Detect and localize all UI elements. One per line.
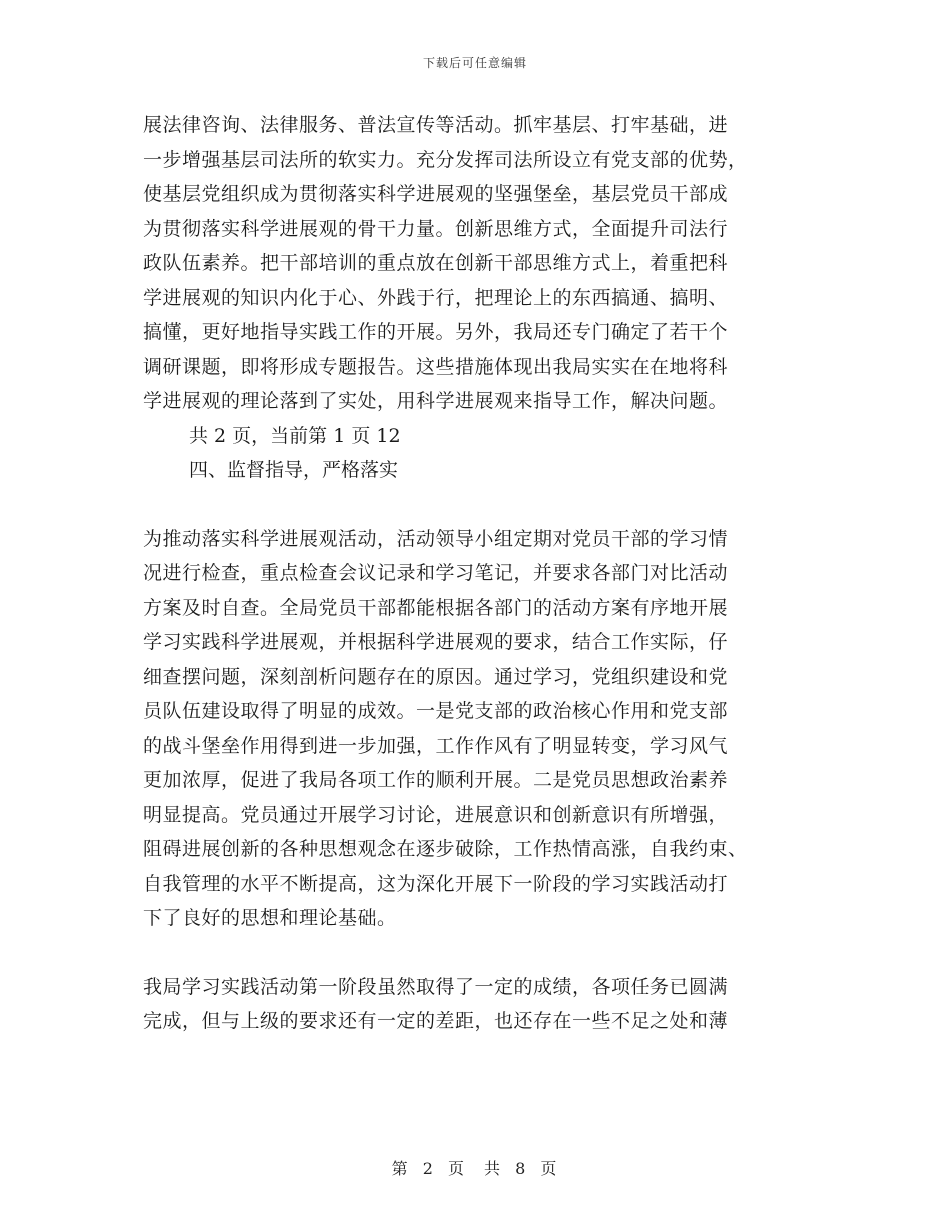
footer-prefix: 第: [391, 1159, 410, 1178]
paragraph-1: [143, 108, 803, 419]
text-line: 使基层党组织成为贯彻落实科学进展观的坚强堡垒，基层党员干部成: [143, 183, 729, 205]
text-line: 展法律咨询、法律服务、普法宣传等活动。抓牢基层、打牢基础，进: [143, 114, 729, 136]
footer-suffix: 页: [540, 1159, 559, 1178]
page-note: 共 2 页，当前第 1 页 12: [189, 424, 401, 447]
page-footer: [0, 1156, 950, 1179]
footer-total-pages: 8: [515, 1159, 528, 1178]
text-line: 学习实践科学进展观，并根据科学进展观的要求，结合工作实际，仔: [143, 631, 729, 653]
footer-current-page: 2: [422, 1159, 435, 1178]
text-line: 自我管理的水平不断提高，这为深化开展下一阶段的学习实践活动打: [143, 872, 729, 895]
footer-mid: 页 共: [447, 1159, 502, 1178]
text-line: 况进行检查，重点检查会议记录和学习笔记，并要求各部门对比活动: [143, 562, 729, 584]
text-line: 为推动落实科学进展观活动，活动领导小组定期对党员干部的学习情: [143, 527, 729, 550]
text-line: 方案及时自查。全局党员干部都能根据各部门的活动方案有序地开展: [143, 596, 729, 619]
paragraph-gap: [143, 936, 803, 970]
paragraph-gap: [143, 488, 803, 522]
paragraph-3: [143, 970, 803, 1039]
section-heading: 四、监督指导，严格落实: [189, 459, 399, 481]
text-line: 下了良好的思想和理论基础。: [143, 907, 397, 929]
text-line: 调研课题，即将形成专题报告。这些措施体现出我局实实在在地将科: [143, 355, 729, 378]
text-line: 细查摆问题，深刻剖析问题存在的原因。通过学习，党组织建设和党: [143, 665, 729, 688]
text-line: 完成，但与上级的要求还有一定的差距，也还存在一些不足之处和薄: [143, 1010, 729, 1032]
text-line: 阻碍进展创新的各种思想观念在逐步破除，工作热情高涨，自我约束、: [143, 838, 748, 860]
document-body: [143, 108, 803, 1039]
text-line: 的战斗堡垒作用得到进一步加强，工作作风有了明显转变，学习风气: [143, 734, 729, 757]
text-line: 员队伍建设取得了明显的成效。一是党支部的政治核心作用和党支部: [143, 700, 729, 722]
page-header: 下载后可任意编辑: [422, 56, 527, 70]
text-line: 学进展观的知识内化于心、外践于行，把理论上的东西搞通、搞明、: [143, 286, 729, 309]
text-line: 我局学习实践活动第一阶段虽然取得了一定的成绩，各项任务已圆满: [143, 975, 729, 998]
text-line: 学进展观的理论落到了实处，用科学进展观来指导工作，解决问题。: [143, 390, 729, 412]
text-line: 为贯彻落实科学进展观的骨干力量。创新思维方式，全面提升司法行: [143, 217, 729, 240]
text-line: 政队伍素养。把干部培训的重点放在创新干部思维方式上，着重把科: [143, 252, 729, 274]
text-line: 更加浓厚，促进了我局各项工作的顺利开展。二是党员思想政治素养: [143, 769, 729, 791]
paragraph-2: [143, 522, 803, 936]
text-line: 明显提高。党员通过开展学习讨论，进展意识和创新意识有所增强，: [143, 803, 729, 826]
text-line: 搞懂，更好地指导实践工作的开展。另外，我局还专门确定了若干个: [143, 321, 729, 343]
text-line: 一步增强基层司法所的软实力。充分发挥司法所设立有党支部的优势，: [143, 148, 748, 171]
